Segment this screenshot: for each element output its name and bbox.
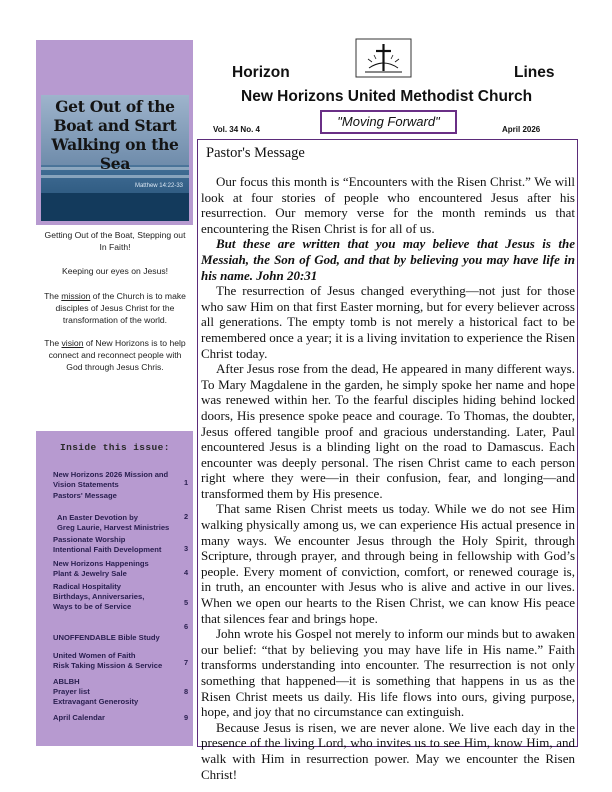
article-paragraph: The resurrection of Jesus changed everything—not just for those who saw Him on that first Easter morning, but for every believer across all generations. The empty tomb is not merely a historical fact to be remembered once a year; it is a living invitation to experience the Risen Christ today.: [201, 283, 575, 361]
toc-page-number: 8: [184, 687, 189, 696]
mission-word: mission: [61, 291, 91, 301]
toc-item[interactable]: Risk Taking Mission & Service: [53, 661, 163, 670]
toc-item[interactable]: Plant & Jewelry Sale: [53, 569, 127, 578]
toc-page-number: 7: [184, 658, 189, 667]
vision-statement: [40, 337, 190, 373]
sidebar-cover-image: [41, 95, 189, 221]
article-paragraph: Because Jesus is risen, we are never alone. We live each day in the presence of the living Lord, who invites us to see Him, know Him, and walk with Him in resurrection power. May we encounter the Risen Christ!: [201, 719, 575, 782]
toc-item[interactable]: April Calendar: [53, 713, 105, 722]
toc-item[interactable]: An Easter Devotion by: [57, 513, 139, 522]
article-body: [201, 174, 575, 782]
issue-date: April 2026: [502, 125, 541, 134]
image-title: Get Out of the Boat and Start Walking on the Sea: [51, 97, 179, 173]
slogan-eyes-on-jesus: Keeping our eyes on Jesus!: [61, 266, 169, 276]
sidebar-statement-area: [36, 225, 193, 431]
memory-verse: But these are written that you may believe that Jesus is the Messiah, the Son of God, and that by believing you may have life in his name. John 20:31: [201, 236, 575, 283]
motto-box: "Moving Forward": [320, 110, 457, 134]
volume-number: Vol. 34 No. 4: [213, 125, 260, 134]
toc-item[interactable]: ABLBH: [53, 677, 80, 686]
toc-page-number: 6: [184, 622, 189, 631]
toc-page-number: 9: [184, 713, 189, 722]
inside-this-issue-title: Inside this issue:: [60, 442, 170, 453]
image-scripture-ref: Matthew 14:22-33: [134, 183, 183, 189]
toc-item[interactable]: Birthdays, Anniversaries,: [53, 592, 145, 601]
toc-item[interactable]: Extravagant Generosity: [53, 697, 139, 706]
toc-item[interactable]: United Women of Faith: [53, 651, 136, 660]
slogan-stepping-out: Getting Out of the Boat, Stepping out In Faith!: [44, 230, 186, 252]
toc-item[interactable]: New Horizons 2026 Mission and: [53, 470, 169, 479]
vision-text: of New Horizons is to help connect and reconnect people with God through Jesus Chris.: [48, 338, 186, 372]
mission-text: of the Church is to make disciples of Jesus Christ for the transformation of the world.: [55, 291, 186, 325]
image-sea: [41, 193, 189, 221]
article-paragraph: After Jesus rose from the dead, He appeared in many different ways. To Mary Magdalene in the garden, he simply spoke her name and hope was renewed within her. To the fearful disciples hiding behind locked doors, His presence spoke peace and courage. To Thomas, the doubter, Jesus offered tangible proof and gracious understanding. Later, Paul encountered Jesus is a blinding light on the road to Damascus. Each encounter was deeply personal. The risen Christ came to each person right where they were—in their confusion, fear, and longing—and transformed them by His presence.: [201, 361, 575, 501]
church-name: New Horizons United Methodist Church: [241, 88, 533, 105]
toc-item[interactable]: Vision Statements: [53, 480, 119, 489]
article-heading: Pastor's Message: [206, 145, 305, 161]
vision-word: vision: [61, 338, 84, 348]
toc-page-number: 2: [184, 512, 189, 521]
article-paragraph: John wrote his Gospel not merely to inform our minds but to awaken our belief: “that by believing you may have life in His name.” Faith transforms understanding into encounter. The resurrection is not only something that happened—it is something that happens in us as the Risen Christ meets us daily. His life flows into ours, giving purpose, hope, and joy that no circumstance can extinguish.: [201, 626, 575, 720]
toc-page-number: 1: [184, 478, 189, 487]
masthead-horizon: Horizon: [232, 64, 290, 81]
image-plank: [41, 175, 189, 178]
article-paragraph: Our focus this month is “Encounters with the Risen Christ.” We will look at four stories of people who encountered Jesus after his resurrection. Our memory verse for the month reminds us that encountering the Risen Christ is for all of us.: [201, 174, 575, 236]
toc-item[interactable]: Prayer list: [53, 687, 90, 696]
toc-item[interactable]: UNOFFENDABLE Bible Study: [53, 633, 160, 642]
toc-item[interactable]: Passionate Worship: [53, 535, 126, 544]
toc-page-number: 5: [184, 598, 189, 607]
mission-statement: [40, 290, 190, 326]
toc-page-number: 4: [184, 568, 189, 577]
vision-prefix: The: [44, 338, 62, 348]
toc-item[interactable]: New Horizons Happenings: [53, 559, 149, 568]
masthead-lines: Lines: [514, 64, 555, 81]
toc-item[interactable]: Intentional Faith Development: [53, 545, 162, 554]
cross-logo: [355, 38, 412, 78]
toc-item[interactable]: Pastors' Message: [53, 491, 117, 500]
mission-prefix: The: [44, 291, 62, 301]
toc-item[interactable]: Greg Laurie, Harvest Ministries: [57, 523, 170, 532]
toc-item[interactable]: Ways to be of Service: [53, 602, 132, 611]
toc-item[interactable]: Radical Hospitality: [53, 582, 121, 591]
toc-page-number: 3: [184, 544, 189, 553]
article-paragraph: That same Risen Christ meets us today. While we do not see Him walking physically among us, we can experience His actual presence in many ways. We encounter Jesus through the Holy Spirit, through Scripture, through prayer, and through being in fellowship with God’s people. Every moment of conviction, comfort, or renewed courage is, in truth, an encounter with Jesus who is alive and active in our lives. When we open our hearts to the Risen Christ, we can know His peace that silences fear and brings hope.: [201, 501, 575, 626]
